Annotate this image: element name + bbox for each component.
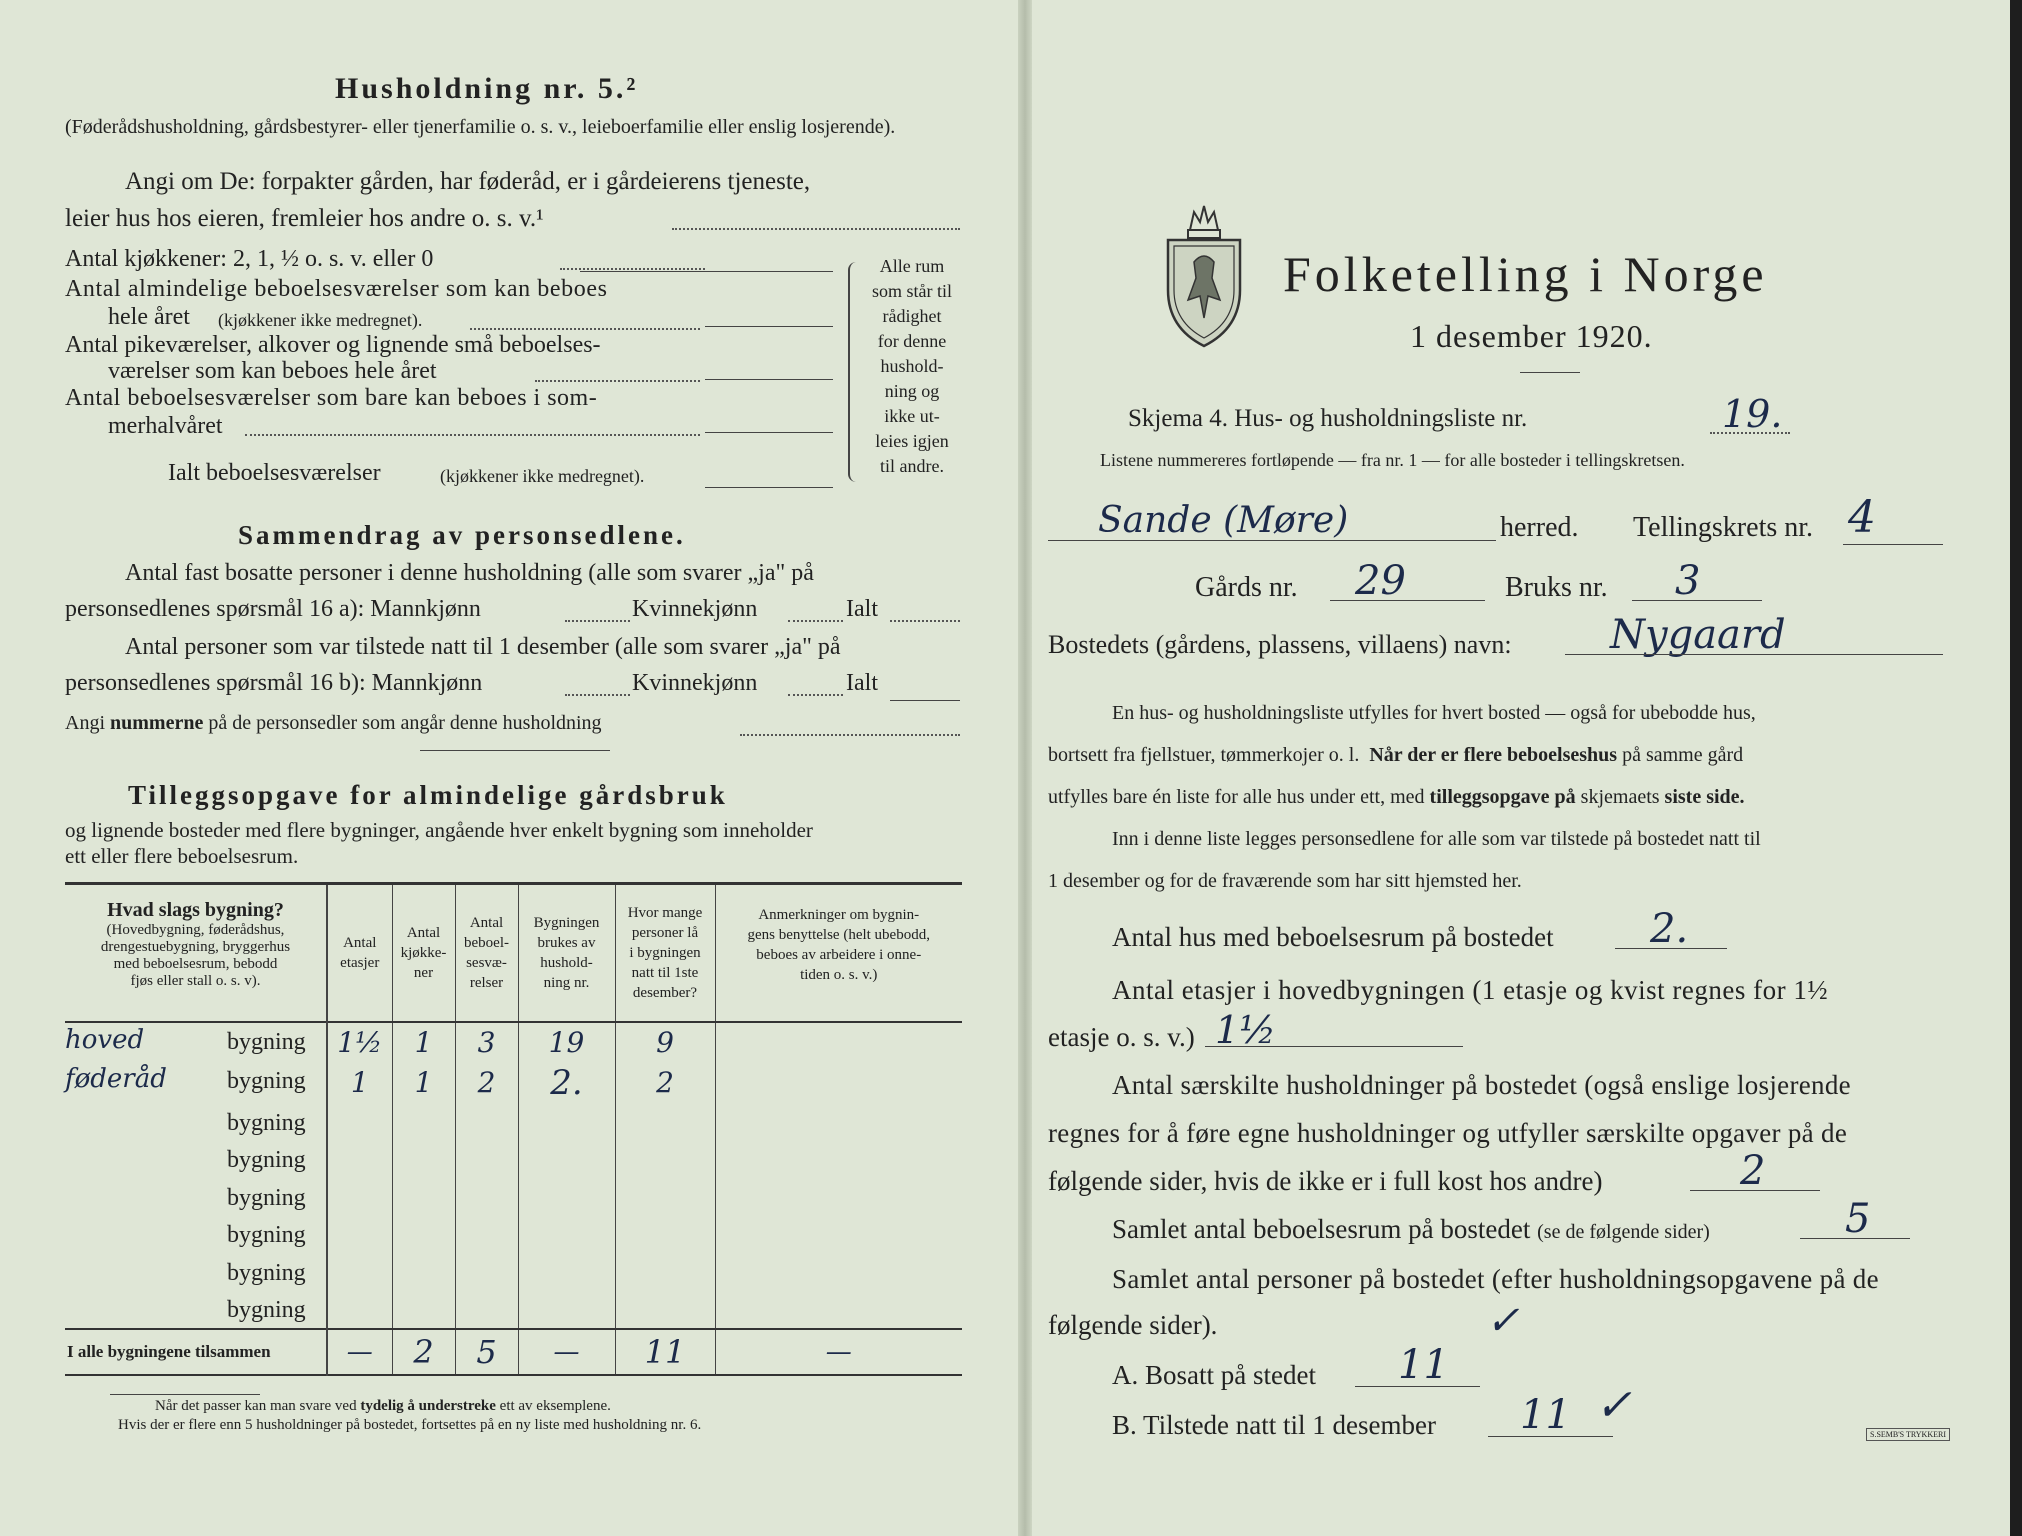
building-type-cell: [65, 1104, 327, 1142]
building-label: bygning: [227, 1147, 306, 1173]
cell-anm: [715, 1104, 962, 1142]
cell-husholdning: [518, 1104, 615, 1142]
cell-vaerelser: [455, 1254, 518, 1292]
cell-etasjer: [327, 1216, 392, 1254]
cell-husholdning: [518, 1179, 615, 1217]
district-label: Tellingskrets nr.: [1633, 512, 1814, 543]
district-value: 4: [1848, 492, 1876, 543]
header-rooms: Antal beboel- sesvæ- relser: [455, 884, 518, 1022]
cell-vaerelser: [455, 1179, 518, 1217]
cell-kjokkener: 1: [392, 1062, 455, 1104]
census-date: 1 desember 1920.: [1410, 318, 1653, 354]
cell-vaerelser: [455, 1291, 518, 1329]
header-remarks: Anmerkninger om bygnin- gens benyttelse (helt ubebodd, beboes av arbeidere i onne- tiden o. s. v.): [747, 907, 930, 983]
resident-label: A. Bosatt på stedet: [1112, 1360, 1316, 1390]
cell-personer: 9: [615, 1022, 715, 1062]
municipality-value: Sande (Møre): [1098, 500, 1349, 541]
summer-rooms-label: Antal beboelsesværelser som bare kan beboes i som-: [65, 385, 598, 411]
summary-heading: Sammendrag av personsedlene.: [238, 520, 686, 550]
building-name: føderåd: [65, 1063, 167, 1094]
answer-line: [672, 228, 960, 230]
table-row: [65, 1291, 962, 1329]
present-label: B. Tilstede natt til 1 desember: [1112, 1410, 1436, 1440]
building-type-cell: [65, 1291, 327, 1329]
cell-husholdning: [518, 1216, 615, 1254]
cell-kjokkener: [392, 1179, 455, 1217]
angi-numbers: Angi nummerne på de personsedler som angår denne husholdning: [65, 712, 602, 734]
building-rows: [65, 1022, 962, 1329]
cell-etasjer: 1: [327, 1062, 392, 1104]
schema-label: Skjema 4. Hus- og husholdningsliste nr.: [1128, 405, 1528, 432]
cell-etasjer: [327, 1254, 392, 1292]
cell-husholdning: [518, 1141, 615, 1179]
cell-personer: [615, 1216, 715, 1254]
table-row: [65, 1141, 962, 1179]
instructions: En hus- og husholdningsliste utfylles for hvert bosted — også for ubebodde hus, bortsett fra fjellstuer, tømmerkojer o. l. Når der er flere beboelseshus på samme gård utfylles bare én liste for alle hus under ett, med tilleggsopgave på skjemaets siste side. Inn i denne liste legges personsedlene for alle som var tilstede på bostedet natt til 1 desember og for de fraværende som har sitt hjemsted her.: [1048, 702, 1761, 892]
rooms-total-label: Samlet antal beboelsesrum på bostedet: [1112, 1214, 1531, 1244]
farm-nr-label: Gårds nr.: [1195, 572, 1298, 603]
question-line-1: Angi om De: forpakter gården, har føderåd, er i gårdeierens tjeneste,: [125, 168, 811, 195]
table-row: [65, 1062, 962, 1104]
cell-vaerelser: [455, 1216, 518, 1254]
check-mark: ✓: [1486, 1298, 1520, 1344]
total-remarks: —: [825, 1336, 852, 1367]
footnote-1: Når det passer kan man svare ved tydelig å understreke ett av eksemplene.: [155, 1398, 611, 1414]
building-label: bygning: [227, 1109, 306, 1136]
building-table: [65, 882, 962, 1376]
cell-etasjer: [327, 1104, 392, 1142]
total-household: —: [518, 1329, 615, 1375]
rooms-total-value: 5: [1845, 1196, 1871, 1242]
cell-kjokkener: [392, 1254, 455, 1292]
divider: [420, 750, 610, 751]
present-value: 11: [1520, 1392, 1571, 1438]
cell-personer: [615, 1179, 715, 1217]
cell-personer: [615, 1254, 715, 1292]
total-rooms-label: Ialt beboelsesværelser: [168, 460, 381, 486]
ordinary-rooms-label: Antal almindelige beboelsesværelser som kan beboes: [65, 276, 608, 302]
cell-anm: [715, 1022, 962, 1062]
cell-vaerelser: [455, 1141, 518, 1179]
cell-personer: [615, 1104, 715, 1142]
maid-rooms-label: Antal pikeværelser, alkover og lignende små beboelses-: [65, 332, 601, 358]
cell-anm: [715, 1062, 962, 1104]
cell-anm: [715, 1216, 962, 1254]
table-row: [65, 1216, 962, 1254]
households-value: 2: [1740, 1148, 1766, 1194]
cell-anm: [715, 1141, 962, 1179]
cell-vaerelser: 3: [455, 1022, 518, 1062]
totals-label: I alle bygningene tilsammen: [65, 1329, 327, 1375]
form-title: Folketelling i Norge: [1283, 246, 1768, 302]
resident-value: 11: [1398, 1342, 1449, 1388]
table-row: [65, 1104, 962, 1142]
building-name: hoved: [65, 1024, 145, 1055]
building-label: bygning: [227, 1184, 306, 1211]
building-type-cell: [65, 1062, 327, 1104]
scan-edge: [2010, 0, 2022, 1536]
header-building-type: Hvad slags bygning? (Hovedbygning, føderådshus, drengestuebygning, bryggerhus med beboelsesrum, bebodd fjøs eller stall o. s. v).: [65, 884, 327, 1022]
floors-value: 1½: [1215, 1008, 1277, 1052]
cell-kjokkener: 1: [392, 1022, 455, 1062]
bracket: [848, 262, 862, 482]
residence-name-value: Nygaard: [1610, 612, 1786, 658]
cell-husholdning: 19: [518, 1022, 615, 1062]
cell-vaerelser: 2: [455, 1062, 518, 1104]
question-line-2: leier hus hos eieren, fremleier hos andre o. s. v.¹: [65, 205, 544, 232]
header-persons: Hvor mange personer lå i bygningen natt til 1ste desember?: [615, 884, 715, 1022]
municipality-label: herred.: [1500, 512, 1579, 543]
building-label: bygning: [227, 1028, 306, 1055]
cell-kjokkener: [392, 1141, 455, 1179]
page-spine: [1018, 0, 1032, 1536]
cell-kjokkener: [392, 1216, 455, 1254]
residence-name-label: Bostedets (gårdens, plassens, villaens) navn:: [1048, 630, 1512, 659]
building-type-cell: [65, 1216, 327, 1254]
bracket-note: Alle rum som står til rådighet for denne hushold- ning og ikke ut- leies igjen til andre.: [872, 256, 952, 476]
cell-anm: [715, 1179, 962, 1217]
cell-anm: [715, 1291, 962, 1329]
header-household-nr: Bygningen brukes av hushold- ning nr.: [518, 884, 615, 1022]
table-row: [65, 1022, 962, 1062]
building-label: bygning: [227, 1297, 306, 1323]
houses-label: Antal hus med beboelsesrum på bostedet: [1112, 922, 1554, 952]
coat-of-arms-emblem: [1160, 200, 1248, 350]
cell-husholdning: [518, 1291, 615, 1329]
building-label: bygning: [227, 1067, 306, 1094]
header-kitchens: Antal kjøkke- ner: [392, 884, 455, 1022]
cell-etasjer: [327, 1179, 392, 1217]
total-rooms: 5: [455, 1329, 518, 1375]
building-label: bygning: [227, 1222, 306, 1248]
household-heading: Husholdning nr. 5.²: [335, 72, 639, 105]
cell-vaerelser: [455, 1104, 518, 1142]
printer-stamp: S.SEMB'S TRYKKERI: [1866, 1428, 1950, 1441]
holding-nr-label: Bruks nr.: [1505, 572, 1608, 603]
holding-nr-value: 3: [1675, 558, 1701, 604]
cell-etasjer: [327, 1141, 392, 1179]
cell-personer: 2: [615, 1062, 715, 1104]
supplement-heading: Tilleggsopgave for almindelige gårdsbruk: [128, 780, 728, 810]
table-row: [65, 1254, 962, 1292]
footnote-2: Hvis der er flere enn 5 husholdninger på bostedet, fortsettes på en ny liste med husholdning nr. 6.: [118, 1417, 702, 1433]
cell-kjokkener: [392, 1104, 455, 1142]
total-persons: 11: [615, 1329, 715, 1375]
list-number: 19.: [1722, 392, 1783, 436]
total-floors: —: [327, 1329, 392, 1375]
cell-husholdning: [518, 1254, 615, 1292]
building-label: bygning: [227, 1259, 306, 1286]
farm-nr-value: 29: [1355, 558, 1406, 604]
cell-etasjer: [327, 1291, 392, 1329]
table-header-row: [65, 884, 962, 1022]
houses-value: 2.: [1650, 906, 1689, 952]
building-type-cell: [65, 1254, 327, 1292]
header-floors: Antal etasjer: [327, 884, 392, 1022]
cell-kjokkener: [392, 1291, 455, 1329]
building-type-cell: [65, 1141, 327, 1179]
check-mark-2: ✓: [1595, 1380, 1632, 1431]
cell-personer: [615, 1291, 715, 1329]
ordinary-rooms-label-2: hele året: [108, 304, 190, 330]
kitchens-label: Antal kjøkkener: 2, 1, ½ o. s. v. eller 0: [65, 246, 434, 272]
census-form-sheet: Husholdning nr. 5.² (Føderådshusholdning, gårdsbestyrer- eller tjenerfamilie o. s. v., leieboerfamilie eller enslig losjerende). Angi om De: forpakter gården, har føderåd, er i gårdeierens tjeneste, leier hus hos eieren, fremleier hos andre o. s. v.¹ Antal kjøkkener: 2, 1, ½ o. s. v. eller 0 Antal almindelige beboelsesværelser som kan beboes hele året (kjøkkener ikke medregnet). Antal pikeværelser, alkover og lignende små beboelses- værelser som kan beboes hele året Antal beboelsesværelser som bare kan beboes i som- merhalvåret Ialt beboelsesværelser (kjøkkener ikke medregnet). Alle rum som står til rådighet for denne hushold- ning og ikke ut- leies igjen til andre. Sammendrag av personsedlene. Antal fast bosatte personer i denne husholdning (alle som svarer „ja" på personsedlenes spørsmål 16 a): Mannkjønn Kvinnekjønn Ialt Antal personer som var tilstede natt til 1 desember (alle som svarer „ja" på personsedlenes spørsmål 16 b): Mannkjønn Kvinnekjønn Ialt Angi nummerne på de personsedler som angår denne husholdning Tilleggsopgave for almindelige gårdsbruk og lignende bosteder med flere bygninger, angående hver enkelt bygning som inneholder ett eller flere beboelsesrum. Hvad slags bygning? (Hovedbygning, føderådshus, drengestuebygning, bryggerhus med beboelsesrum, bebodd fjøs eller stall o. s. v). Antal etasjer Antal kjøkke- ner Antal beboel- sesvæ- relser Bygningen brukes av hushold- ning nr. Hvor mange personer lå i bygningen natt til 1ste desember? Anmerkninger om bygnin- gens benyttelse (helt ubebodd, beboes av arbeidere i onne- tiden o. s. v.) hoved bygning 1½ 1 3 19 9 føderåd bygning 1 1 2 2. 2 bygning bygning bygning bygning bygning bygning I alle bygningene tilsammen — 2 5 — 11 — Når det passer kan man svare ved tydelig å understreke ett av eksemplene. Hvis der er flere enn 5 husholdninger på bostedet, fortsettes på en ny liste med husholdning nr. 6. Folketelling i Norge 1 desember 1920. Skjema 4. Hus- og husholdningsliste nr. 19. Listene nummereres fortløpende — fra nr. 1 — for alle bosteder i tellingskretsen. Sande (Møre) herred. Tellingskrets nr. 4 Gårds nr. 29 Bruks nr. 3 Bostedets (gårdens, plassens, villaens) navn: Nygaard En hus- og husholdningsliste utfylles for hvert bosted — også for ubebodde hus, bortsett fra fjellstuer, tømmerkojer o. l. Når der er flere beboelseshus på samme gård utfylles bare én liste for alle hus under ett, med tilleggsopgave på skjemaets siste side. Inn i denne liste legges personsedlene for alle som var tilstede på bostedet natt til 1 desember og for de fraværende som har sitt hjemsted her. Antal hus med beboelsesrum på bostedet 2. Antal etasjer i hovedbygningen (1 etasje og kvist regnes for 1½ etasje o. s. v.) 1½ Antal særskilte husholdninger på bostedet (også enslige losjerende regnes for å føre egne husholdninger og utfyller særskilte opgaver på de følgende sider, hvis de ikke er i full kost hos andre) 2 Samlet antal beboelsesrum på bostedet (se de følgende sider) 5 Samlet antal personer på bostedet (efter husholdningsopgavene på de følgende sider). ✓ A. Bosatt på stedet 11 B. Tilstede natt til 1 desember 11 ✓ S.SEMB'S TRYKKERI: [0, 0, 2022, 1536]
building-type-cell: [65, 1179, 327, 1217]
numbering-note: Listene nummereres fortløpende — fra nr. 1 — for alle bosteder i tellingskretsen.: [1100, 450, 1685, 470]
table-row: [65, 1179, 962, 1217]
cell-husholdning: 2.: [518, 1062, 615, 1104]
cell-anm: [715, 1254, 962, 1292]
total-kitchens: 2: [392, 1329, 455, 1375]
totals-row: [65, 1329, 962, 1375]
cell-personer: [615, 1141, 715, 1179]
household-note: (Føderådshusholdning, gårdsbestyrer- eller tjenerfamilie o. s. v., leieboerfamilie eller enslig losjerende).: [65, 116, 896, 138]
building-type-cell: [65, 1022, 327, 1062]
cell-etasjer: 1½: [327, 1022, 392, 1062]
